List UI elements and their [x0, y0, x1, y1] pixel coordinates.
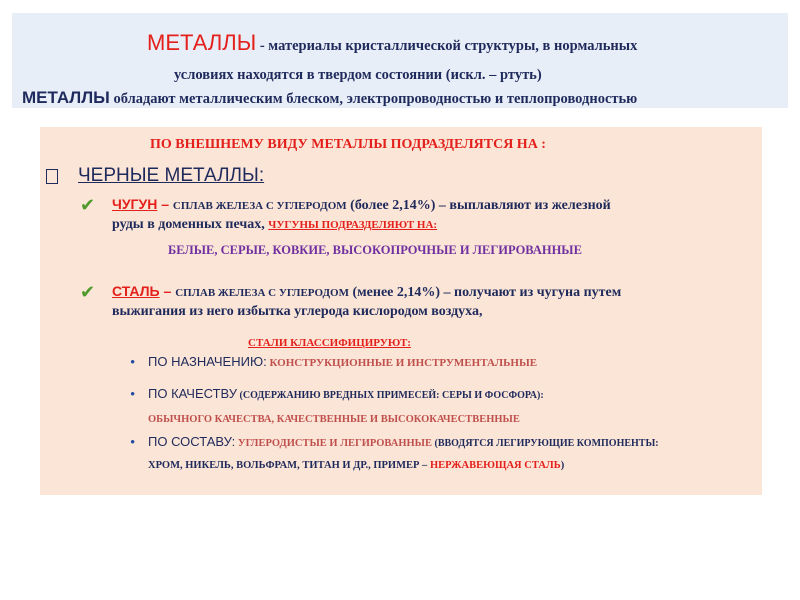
dot-icon: •: [130, 387, 136, 403]
steel-classify-heading: СТАЛИ КЛАССИФИЦИРУЮТ:: [248, 337, 411, 349]
list-item-quality-values: ОБЫЧНОГО КАЧЕСТВА, КАЧЕСТВЕННЫЕ И ВЫСОКОКАЧЕСТВЕННЫЕ: [148, 414, 520, 425]
checkmark-icon: ✔: [80, 282, 96, 302]
cast-iron-line-1: ЧУГУН – СПЛАВ ЖЕЛЕЗА С УГЛЕРОДОМ (более 2,14%) – выплавляют из железной: [112, 196, 611, 213]
dot-icon: •: [130, 355, 136, 371]
black-metals-heading: ЧЕРНЫЕ МЕТАЛЛЫ:: [78, 165, 265, 186]
dot-icon: •: [130, 435, 136, 451]
list-item-quality: ПО КАЧЕСТВУ (СОДЕРЖАНИЮ ВРЕДНЫХ ПРИМЕСЕЙ: СЕРЫ И ФОСФОРА):: [148, 386, 544, 401]
list-item: [130, 354, 135, 372]
square-bullet-icon: [46, 169, 58, 184]
header-line-2: условиях находятся в твердом состоянии (искл. – ртуть): [174, 67, 542, 83]
cast-iron-line-2: руды в доменных печах, ЧУГУНЫ ПОДРАЗДЕЛЯЮТ НА:: [112, 217, 438, 232]
header-box: [12, 13, 788, 108]
list-item-purpose: ПО НАЗНАЧЕНИЮ: КОНСТРУКЦИОННЫЕ И ИНСТРУМЕНТАЛЬНЫЕ: [148, 354, 538, 369]
cast-iron-types-link: ЧУГУНЫ ПОДРАЗДЕЛЯЮТ НА:: [268, 219, 438, 231]
list-item: [130, 434, 135, 452]
steel-line-2: выжигания из него избытка углерода кислородом воздуха,: [112, 304, 483, 319]
steel-line-1: СТАЛЬ – СПЛАВ ЖЕЛЕЗА С УГЛЕРОДОМ (менее 2,14%) – получают из чугуна путем: [112, 283, 622, 300]
classification-panel: [40, 127, 762, 495]
list-item-composition-line-2: ХРОМ, НИКЕЛЬ, ВОЛЬФРАМ, ТИТАН И ДР., ПРИМЕР – НЕРЖАВЕЮЩАЯ СТАЛЬ): [148, 460, 565, 471]
checkmark-icon: ✔: [80, 195, 96, 215]
metals-title: МЕТАЛЛЫ: [147, 30, 257, 55]
list-item: [130, 386, 135, 404]
header-line-3: МЕТАЛЛЫ обладают металлическим блеском, электропроводностью и теплопроводностью: [22, 88, 638, 107]
panel-heading: ПО ВНЕШНЕМУ ВИДУ МЕТАЛЛЫ ПОДРАЗДЕЛЯТСЯ НА :: [150, 137, 546, 152]
list-item-composition: ПО СОСТАВУ: УГЛЕРОДИСТЫЕ И ЛЕГИРОВАННЫЕ (ВВОДЯТСЯ ЛЕГИРУЮЩИЕ КОМПОНЕНТЫ:: [148, 434, 659, 449]
header-line-1: МЕТАЛЛЫ - материалы кристаллической структуры, в нормальных: [147, 30, 638, 55]
cast-iron-types: БЕЛЫЕ, СЕРЫЕ, КОВКИЕ, ВЫСОКОПРОЧНЫЕ И ЛЕГИРОВАННЫЕ: [168, 243, 582, 257]
